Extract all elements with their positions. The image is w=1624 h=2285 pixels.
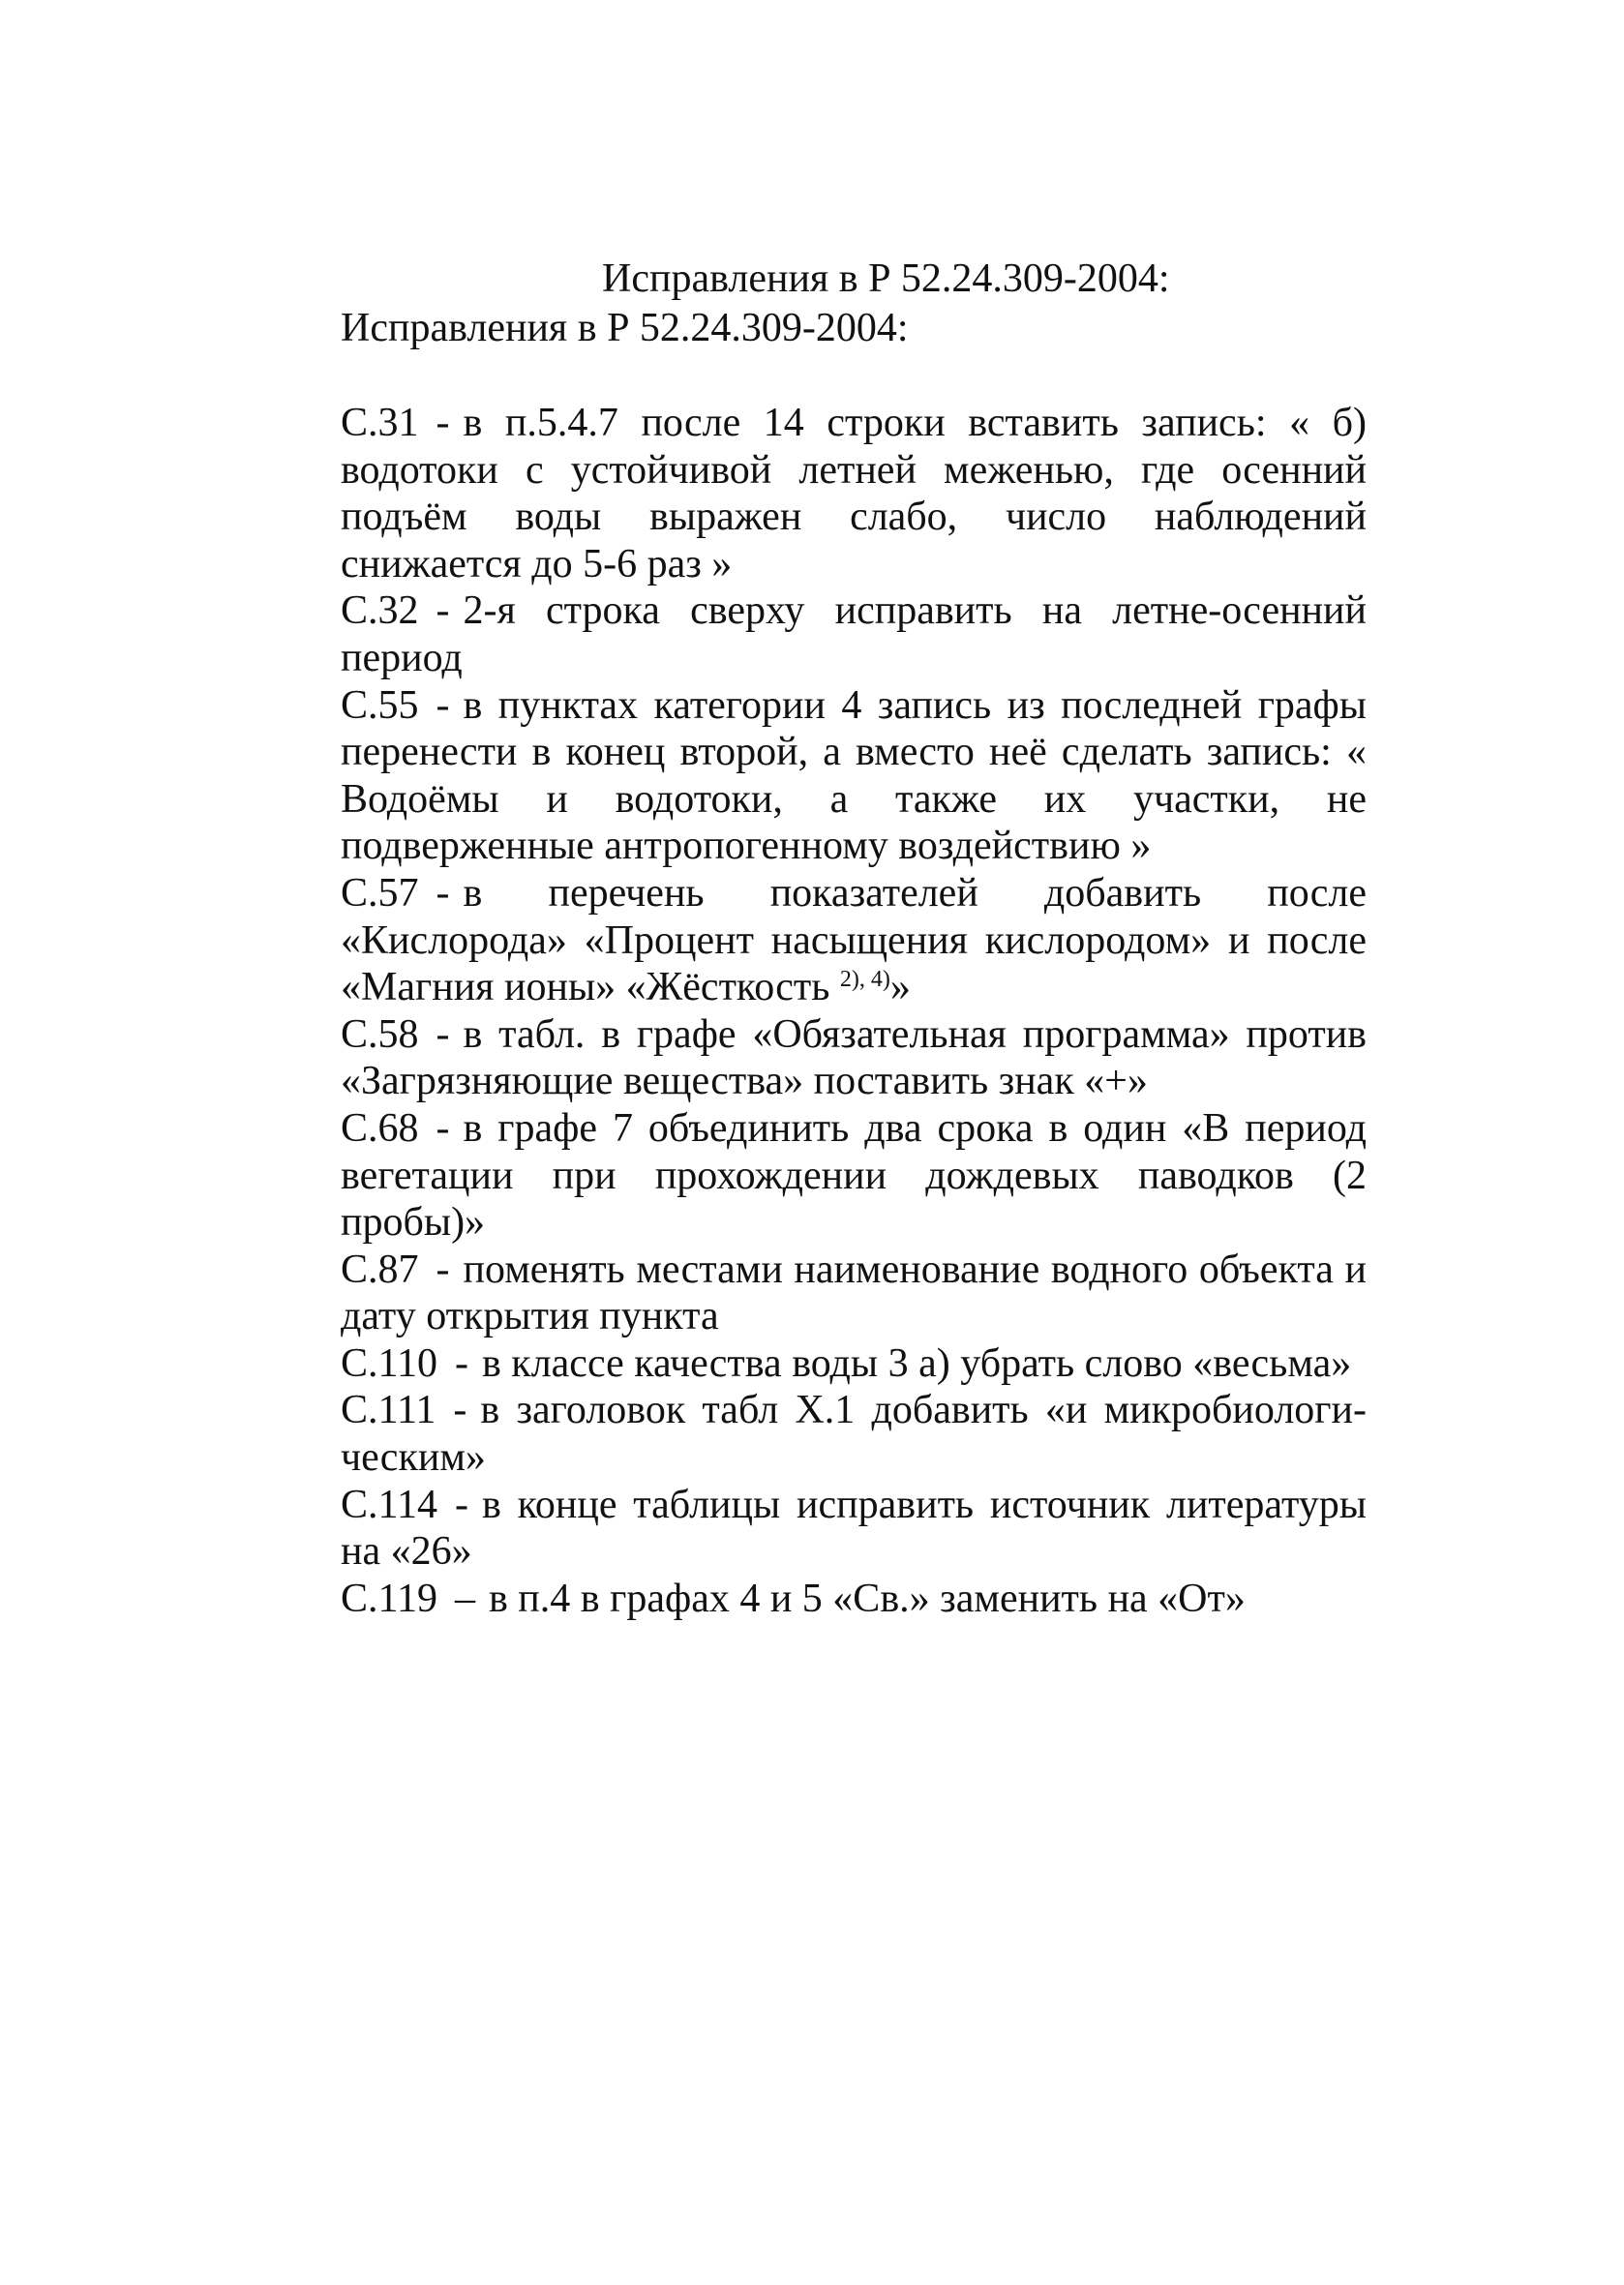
correction-text: 2-я строка сверху исправить на летне-осенний период <box>341 588 1367 680</box>
correction-entry-p87 <box>341 1247 1367 1340</box>
correction-entry-p57 <box>341 870 1367 1011</box>
correction-text: в п.4 в графах 4 и 5 «Св.» заменить на «От» <box>488 1576 1246 1621</box>
footnote-superscript: 2), 4) <box>839 967 890 993</box>
correction-text: в конце таблицы исправить источник литературы на «26» <box>341 1482 1367 1575</box>
entry-dash: - <box>436 870 450 916</box>
correction-text: в п.5.4.7 после 14 строки вставить запись: « б) водотоки с устойчивой летней меженью, где осенний подъём воды выражен слабо, число наблюдений снижается до 5-6 раз » <box>341 401 1367 586</box>
entry-dash: - <box>436 1247 450 1292</box>
page-reference: С.57 <box>341 870 419 916</box>
entry-dash: - <box>436 1011 450 1057</box>
page-reference: С.87 <box>341 1247 419 1292</box>
correction-text: поменять местами наименование водного объекта и дату открытия пункта <box>341 1247 1367 1339</box>
entry-dash: - <box>454 1340 468 1386</box>
page-reference: С.111 <box>341 1388 436 1433</box>
page-reference: С.68 <box>341 1105 419 1151</box>
entry-dash: - <box>454 1482 468 1527</box>
correction-text: в табл. в графе «Обязательная программа» против «Загрязняющие вещества» поставить знак «+» <box>341 1011 1367 1104</box>
correction-entry-p58 <box>341 1011 1367 1105</box>
entry-dash: - <box>436 1105 450 1151</box>
page-reference: С.58 <box>341 1011 419 1057</box>
entry-dash: - <box>453 1388 467 1433</box>
page-reference: С.110 <box>341 1340 437 1386</box>
entry-dash: – <box>454 1576 475 1621</box>
correction-entry-p111 <box>341 1387 1367 1481</box>
correction-text: в заголовок табл Х.1 добавить «и микробиологи-ческим» <box>341 1388 1367 1481</box>
correction-text: в графе 7 объединить два срока в один «В период вегетации при прохождении дождевых паводков (2 пробы)» <box>341 1105 1367 1246</box>
entry-dash: - <box>436 401 450 445</box>
correction-entry-p31 <box>341 400 1367 587</box>
correction-text: в перечень показателей добавить после «Кислорода» «Процент насыщения кислородом» и после «Магния ионы» «Жёсткость <box>341 870 1367 1010</box>
page-reference: С.31 <box>341 401 419 445</box>
correction-text: в пунктах категории 4 запись из последней графы перенести в конец второй, а вместо неё сделать запись: « Водоёмы и водотоки, а также их участки, не подверженные антропогенному воздействию » <box>341 682 1367 869</box>
page-reference: С.32 <box>341 588 419 634</box>
correction-text: в классе качества воды 3 а) убрать слово «весьма» <box>481 1340 1352 1386</box>
correction-entry-p110 <box>341 1340 1367 1388</box>
document-subtitle: Исправления в Р 52.24.309-2004: <box>341 306 909 350</box>
document-title: Исправления в Р 52.24.309-2004: <box>602 256 1170 301</box>
correction-entry-p55 <box>341 682 1367 870</box>
closing-quote: » <box>889 965 911 1010</box>
correction-entry-p32 <box>341 587 1367 681</box>
entry-dash: - <box>436 682 450 728</box>
correction-entry-p68 <box>341 1105 1367 1247</box>
correction-entry-p114 <box>341 1482 1367 1576</box>
corrections-list <box>341 400 1367 1622</box>
page-reference: С.119 <box>341 1576 437 1621</box>
page-reference: С.114 <box>341 1482 437 1527</box>
page-reference: С.55 <box>341 682 419 728</box>
entry-dash: - <box>436 588 450 634</box>
correction-entry-p119 <box>341 1576 1367 1623</box>
